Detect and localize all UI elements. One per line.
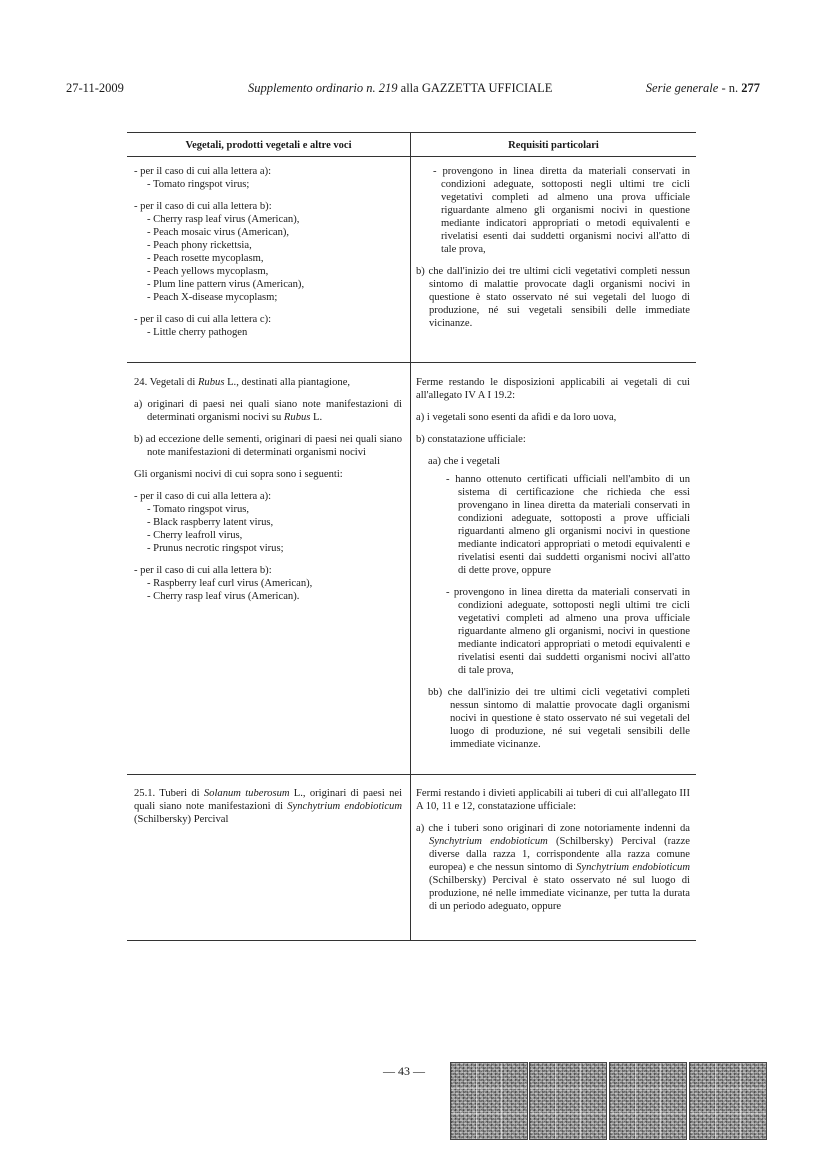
row3-right-cell: [416, 787, 690, 913]
row3-title: 25.1. Tuberi di Solanum tuberosum L., originari di paesi nei quali siano note manifestazioni di Synchytrium endobioticum (Schilbersky) Percival: [134, 788, 403, 825]
list-item: - Tomato ringspot virus,: [147, 504, 250, 515]
list-item: - Peach yellows mycoplasm,: [147, 266, 269, 277]
table-top-rule: [127, 132, 696, 133]
header-series-label: Serie generale: [645, 81, 719, 95]
list-item: - Plum line pattern virus (American),: [147, 279, 305, 290]
header-gazette: alla GAZZETTA UFFICIALE: [397, 81, 553, 95]
header-date: 27-11-2009: [66, 81, 124, 95]
datamatrix-stamp: [450, 1062, 528, 1140]
datamatrix-stamp: [609, 1062, 687, 1140]
header-supplement: Supplemento ordinario n. 219: [248, 81, 398, 95]
row2-right-b: b) constatazione ufficiale:: [416, 434, 526, 445]
list-item: - Cherry rasp leaf virus (American),: [147, 214, 300, 225]
table-column-divider: [410, 133, 411, 940]
row2-left-b: b) ad eccezione delle sementi, originari di paesi nei quali siano note manifestazioni di determinati organismi nocivi: [134, 434, 402, 458]
table-row-rule: [127, 362, 696, 363]
table-row-rule: [127, 774, 696, 775]
row2-right-a: a) i vegetali sono esenti da afidi e da loro uova,: [416, 412, 617, 423]
list-item: - Tomato ringspot virus;: [147, 179, 250, 190]
table-header-rule: [127, 156, 696, 157]
row2-right-intro: Ferme restando le disposizioni applicabili ai vegetali di cui all'allegato IV A I 19.2:: [416, 377, 690, 401]
row2-right-certified: - hanno ottenuto certificati ufficiali nell'ambito di un sistema di certificazione che richieda che essi provengano in linea diretta da materiali conservati in condizioni adeguate, sottoposti a prove ufficiali riguardanti almeno gli organismi nocivi in questione mediante indicatori appropriati o metodi equivalenti e rivelatisi esenti dai suddetti organismi nocivi all'atto di dette prove, oppure: [446, 474, 690, 576]
list-item: - Cherry leafroll virus,: [147, 530, 243, 541]
row2-left-intro: Gli organismi nocivi di cui sopra sono i seguenti:: [134, 469, 343, 480]
row1-case-b-label: - per il caso di cui alla lettera b):: [134, 201, 272, 212]
row2-left-a: a) originari di paesi nei quali siano note manifestazioni di determinati organismi nocivi su Rubus L.: [134, 399, 402, 423]
datamatrix-stamp: [529, 1062, 607, 1140]
list-item: - Peach mosaic virus (American),: [147, 227, 290, 238]
row1-left-cell: [134, 165, 402, 339]
column-header-right: Requisiti particolari: [508, 140, 599, 151]
list-item: - Cherry rasp leaf virus (American).: [147, 591, 300, 602]
row2-right-provenance: - provengono in linea diretta da materiali conservati in condizioni adeguate, sottoposti negli ultimi tre cicli vegetativi completi ad almeno una prova ufficiale riguardante almeno gli organismi, nocivi in questione mediante indicatori appropriati o metodi equivalenti e rivelatisi esenti dai suddetti organismi nocivi all'atto di tale prova,: [446, 587, 690, 676]
header-series-sep: - n.: [718, 81, 742, 95]
row1-right-provenance: - provengono in linea diretta da materiali conservati in condizioni adeguate, sottoposti negli ultimi tre cicli vegetativi completi ad almeno una prova ufficiale riguardante almeno gli organismi nocivi in questione mediante indicatori appropriati o metodi equivalenti e rivelatisi esenti dai suddetti organismi nocivi all'atto di tale prova,: [433, 166, 690, 255]
header-series: [646, 81, 760, 96]
list-item: - Prunus necrotic ringspot virus;: [147, 543, 284, 554]
row3-left-cell: [134, 787, 402, 826]
list-item: - Raspberry leaf curl virus (American),: [147, 578, 313, 589]
row1-right-cell: [416, 165, 690, 330]
row2-case-b-label: - per il caso di cui alla lettera b):: [134, 565, 272, 576]
row2-title: 24. Vegetali di Rubus L., destinati alla piantagione,: [134, 377, 351, 388]
list-item: - Peach phony rickettsia,: [147, 240, 252, 251]
row2-left-cell: [134, 376, 402, 603]
row3-right-intro: Fermi restando i divieti applicabili ai tuberi di cui all'allegato III A 10, 11 e 12, constatazione ufficiale:: [416, 788, 690, 812]
row2-right-cell: [416, 376, 690, 751]
header-issue-number: 277: [741, 81, 760, 95]
list-item: - Black raspberry latent virus,: [147, 517, 274, 528]
list-item: - Peach rosette mycoplasm,: [147, 253, 264, 264]
table-bottom-rule: [127, 940, 696, 941]
column-header-left: Vegetali, prodotti vegetali e altre voci: [185, 140, 352, 151]
list-item: - Little cherry pathogen: [147, 327, 248, 338]
row1-right-observation: b) che dall'inizio dei tre ultimi cicli vegetativi completi nessun sintomo di malattie provocate dagli organismi nocivi in questione è stato osservato né sui vegetali del luogo di produzione, né sui vegetali sensibili delle immediate vicinanze.: [416, 266, 690, 329]
row2-case-a-label: - per il caso di cui alla lettera a):: [134, 491, 272, 502]
page-number: — 43 —: [383, 1064, 425, 1078]
datamatrix-stamp: [689, 1062, 767, 1140]
list-item: - Peach X-disease mycoplasm;: [147, 292, 278, 303]
row3-right-a: a) che i tuberi sono originari di zone notoriamente indenni da Synchytrium endobioticum (Schilbersky) Percival (razze diverse dalla razza 1, corrispondente alla razza comune europea) e che nessun sintomo di Synchytrium endobioticum (Schilbersky) Percival è stato osservato né sul luogo di produzione, né nelle immediate vicinanze, per tutta la durata di un periodo adeguato, oppure: [416, 823, 690, 912]
row1-case-a-label: - per il caso di cui alla lettera a):: [134, 166, 272, 177]
header-gazette-title: [248, 81, 552, 96]
row2-right-aa: aa) che i vegetali: [428, 456, 501, 467]
row2-right-bb: bb) che dall'inizio dei tre ultimi cicli vegetativi completi nessun sintomo di malattie provocate dagli organismi nocivi in questione è stato osservato né sui vegetali del luogo di produzione, né sui vegetali sensibili delle immediate vicinanze.: [428, 687, 690, 750]
row1-case-c-label: - per il caso di cui alla lettera c):: [134, 314, 272, 325]
